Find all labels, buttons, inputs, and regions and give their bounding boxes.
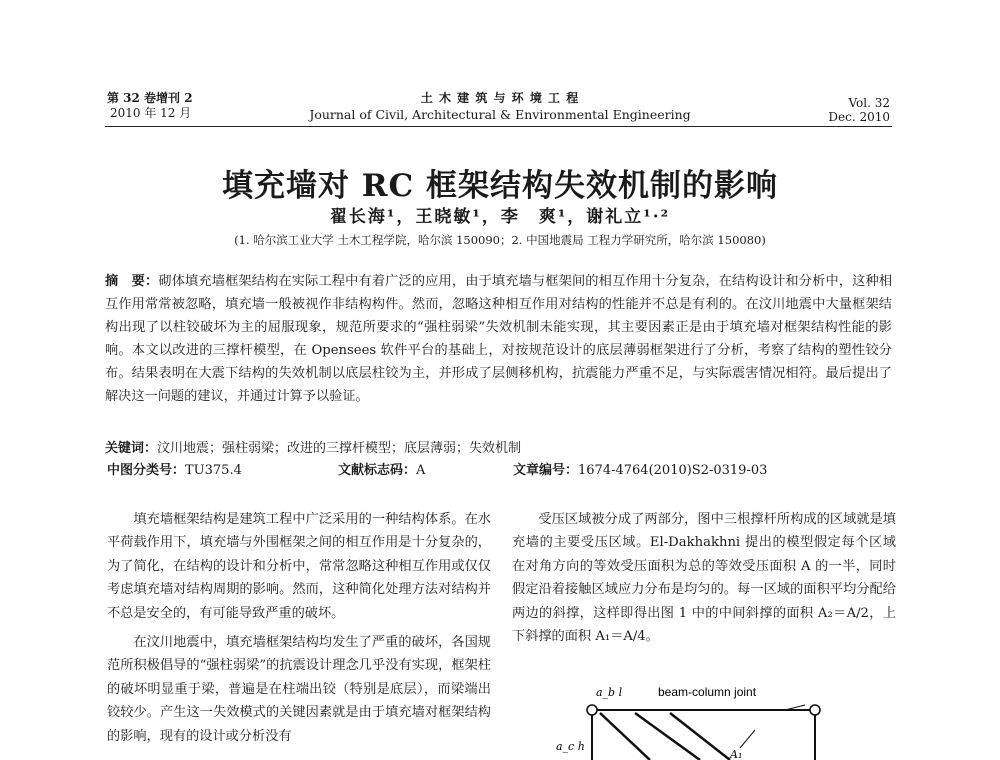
keywords (105, 440, 892, 458)
abstract (105, 270, 892, 408)
figure-label-joint: beam-column joint (658, 685, 757, 699)
keywords-text: 汶川地震；强柱弱梁；改进的三撑杆模型；底层薄弱；失效机制 (157, 441, 522, 456)
doc-label: 文献标志码： (338, 463, 417, 478)
left-column (107, 508, 491, 754)
clc-code (107, 462, 242, 480)
document-code (338, 462, 425, 480)
doc-value: A (416, 463, 426, 478)
article-number (513, 462, 767, 480)
keywords-label: 关键词： (105, 441, 158, 456)
header-journal-en: Journal of Civil, Architectural & Environmental Engineering (309, 107, 691, 122)
figure-1 (540, 680, 860, 760)
header-rule (105, 126, 892, 127)
left-paragraph-2: 在汶川地震中，填充墙框架结构均发生了严重的破坏，各国规范所积极倡导的“强柱弱梁”的抗震设计理念几乎没有实现，框架柱的破坏明显重于梁，普遍是在柱端出铰（特别是底层），而梁端出铰较少。产生这一失效模式的关键因素就是由于填充墙对框架结构的影响，现有的设计或分析没有 (107, 635, 491, 744)
figure-strut-middle (635, 713, 700, 760)
left-paragraph-1: 填充墙框架结构是建筑工程中广泛采用的一种结构体系。在水平荷载作用下，填充墙与外围框架之间的相互作用是十分复杂的，为了简化，在结构的设计和分析中，常常忽略这种相互作用或仅仅考虑填充墙对结构周期的影响。然而，这种简化处理方法对结构并不总是安全的，有可能导致严重的破坏。 (107, 512, 491, 621)
right-column (512, 508, 896, 654)
clc-label: 中图分类号： (107, 463, 186, 478)
figure-strut-upper (600, 713, 650, 760)
figure-joint-left (587, 705, 597, 715)
header-date-cn: 2010 年 12 月 (110, 106, 192, 120)
paper-authors: 翟长海¹，王晓敏¹，李 爽¹，谢礼立¹·² (329, 207, 671, 227)
figure-strut-lower (670, 713, 730, 760)
header-volume-en: Vol. 32 (848, 96, 890, 110)
figure-joint-right (810, 705, 820, 715)
figure-label-a1: A₁ (730, 748, 743, 760)
clc-value: TU375.4 (185, 463, 242, 478)
right-paragraph-1: 受压区域被分成了两部分，图中三根撑杆所构成的区域就是填充墙的主要受压区域。El-Dakhakhni 提出的模型假定每个区域在对角方向的等效受压面积为总的等效受压面积 A 的一半，同时假定沿着接触区域应力分布是均匀的。每一区域的面积平均分配给两边的斜撑，这样即得出图 1 中的中间斜撑的面积 A₂＝A/2，上下斜撑的面积 A₁＝A/4。 (512, 512, 896, 645)
header-date-en: Dec. 2010 (828, 110, 890, 124)
header-volume-cn: 第 32 卷增刊 2 (107, 91, 193, 105)
figure-a1-leader (740, 730, 755, 748)
paper-title: 填充墙对 RC 框架结构失效机制的影响 (221, 168, 779, 204)
figure-label-left: a_c h (556, 740, 585, 753)
abstract-text: 砌体填充墙框架结构在实际工程中有着广泛的应用，由于填充墙与框架间的相互作用十分复杂，在结构设计和分析中，这种相互作用常常被忽略，填充墙一般被视作非结构构件。然而，忽略这种相互作用对结构的性能并不总是有利的。在汶川地震中大量框架结构出现了以柱铰破坏为主的屈服现象，规范所要求的“强柱弱梁”失效机制未能实现，其主要因素正是由于填充墙对框架结构性能的影响。本文以改进的三撑杆模型，在 Opensees 软件平台的基础上，对按规范设计的底层薄弱框架进行了分析，考察了结构的塑性铰分布。结果表明在大震下结构的失效机制以底层柱铰为主，并形成了层侧移机构，抗震能力严重不足，与实际震害情况相符。最后提出了解决这一问题的建议，并通过计算予以验证。 (105, 274, 893, 404)
article-label: 文章编号： (513, 463, 579, 478)
abstract-label: 摘 要： (105, 274, 159, 289)
paper-affiliations: (1. 哈尔滨工业大学 土木工程学院，哈尔滨 150090；2. 中国地震局 工程力学研究所，哈尔滨 150080) (234, 233, 766, 247)
header-journal-cn: 土 木 建 筑 与 环 境 工 程 (420, 91, 580, 105)
figure-label-top: a_b l (596, 686, 623, 699)
article-value: 1674-4764(2010)S2-0319-03 (578, 463, 768, 478)
